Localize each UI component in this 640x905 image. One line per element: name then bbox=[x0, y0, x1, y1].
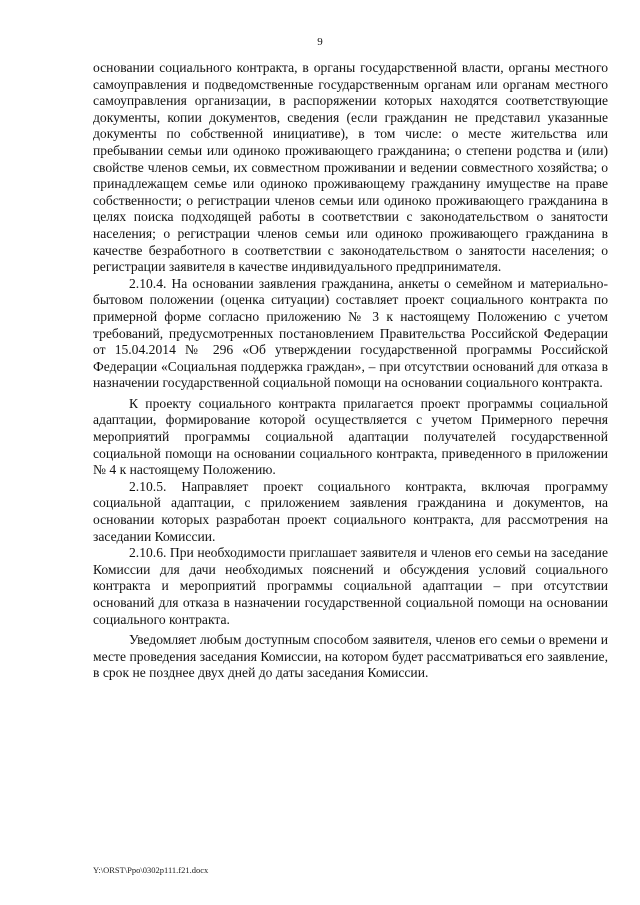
file-path-footer: Y:\ORST\Ppo\0302p111.f21.docx bbox=[93, 865, 209, 875]
paragraph-continuation: основании социального контракта, в органы государственной власти, органы местного самоуправления и подведомственные государственным органам или органам местного самоуправления организации, в распоряжении которых находятся соответствующие документы, копии документов, сведения (если гражданин не представил указанные документы по собственной инициативе), в том числе: о месте жительства или пребывании семьи или одиноко проживающего гражданина; о степени родства и (или) свойстве членов семьи, их совместном проживании и ведении совместного хозяйства; о принадлежащем семье или одиноко проживающему гражданину имуществе на праве собственности; о регистрации членов семьи или одиноко проживающего гражданина в целях поиска подходящей работы в соответствии с законодательством о занятости населения; о регистрации членов семьи или одиноко проживающего гражданина в качестве безработного в соответствии с законодательством о занятости населения; о регистрации заявителя в качестве индивидуального предпринимателя. bbox=[93, 60, 608, 275]
paragraph-program-attachment: К проекту социального контракта прилагается проект программы социальной адаптации, формирование которой осуществляется с учетом Примерного перечня мероприятий программы социальной адаптации получателей государственной социальной помощи на основании социального контракта, приведенного в приложении № 4 к настоящему Положению. bbox=[93, 395, 608, 478]
document-body bbox=[93, 60, 608, 682]
paragraph-2-10-5: 2.10.5. Направляет проект социального контракта, включая программу социальной адаптации, с приложением заявления гражданина и документов, на основании которых разработан проект социального контракта, для рассмотрения на заседании Комиссии. bbox=[93, 478, 608, 544]
paragraph-2-10-6: 2.10.6. При необходимости приглашает заявителя и членов его семьи на заседание Комиссии для дачи необходимых пояснений и обсуждения условий социального контракта и мероприятий программы социальной адаптации – при отсутствии оснований для отказа в назначении государственной социальной помощи на основании социального контракта. bbox=[93, 545, 608, 627]
paragraph-2-10-4: 2.10.4. На основании заявления гражданина, анкеты о семейном и материально-бытовом положении (оценка ситуации) составляет проект социального контракта по примерной форме согласно приложению № 3 к настоящему Положению с учетом требований, предусмотренных постановлением Правительства Российской Федерации от 15.04.2014 № 296 «Об утверждении государственной программы Российской Федерации «Социальная поддержка граждан», – при отсутствии оснований для отказа в назначении государственной социальной помощи на основании социального контракта. bbox=[93, 275, 608, 391]
paragraph-notification: Уведомляет любым доступным способом заявителя, членов его семьи о времени и месте проведения заседания Комиссии, на котором будет рассматриваться его заявление, в срок не позднее двух дней до даты заседания Комиссии. bbox=[93, 632, 608, 681]
page-number: 9 bbox=[317, 36, 323, 48]
